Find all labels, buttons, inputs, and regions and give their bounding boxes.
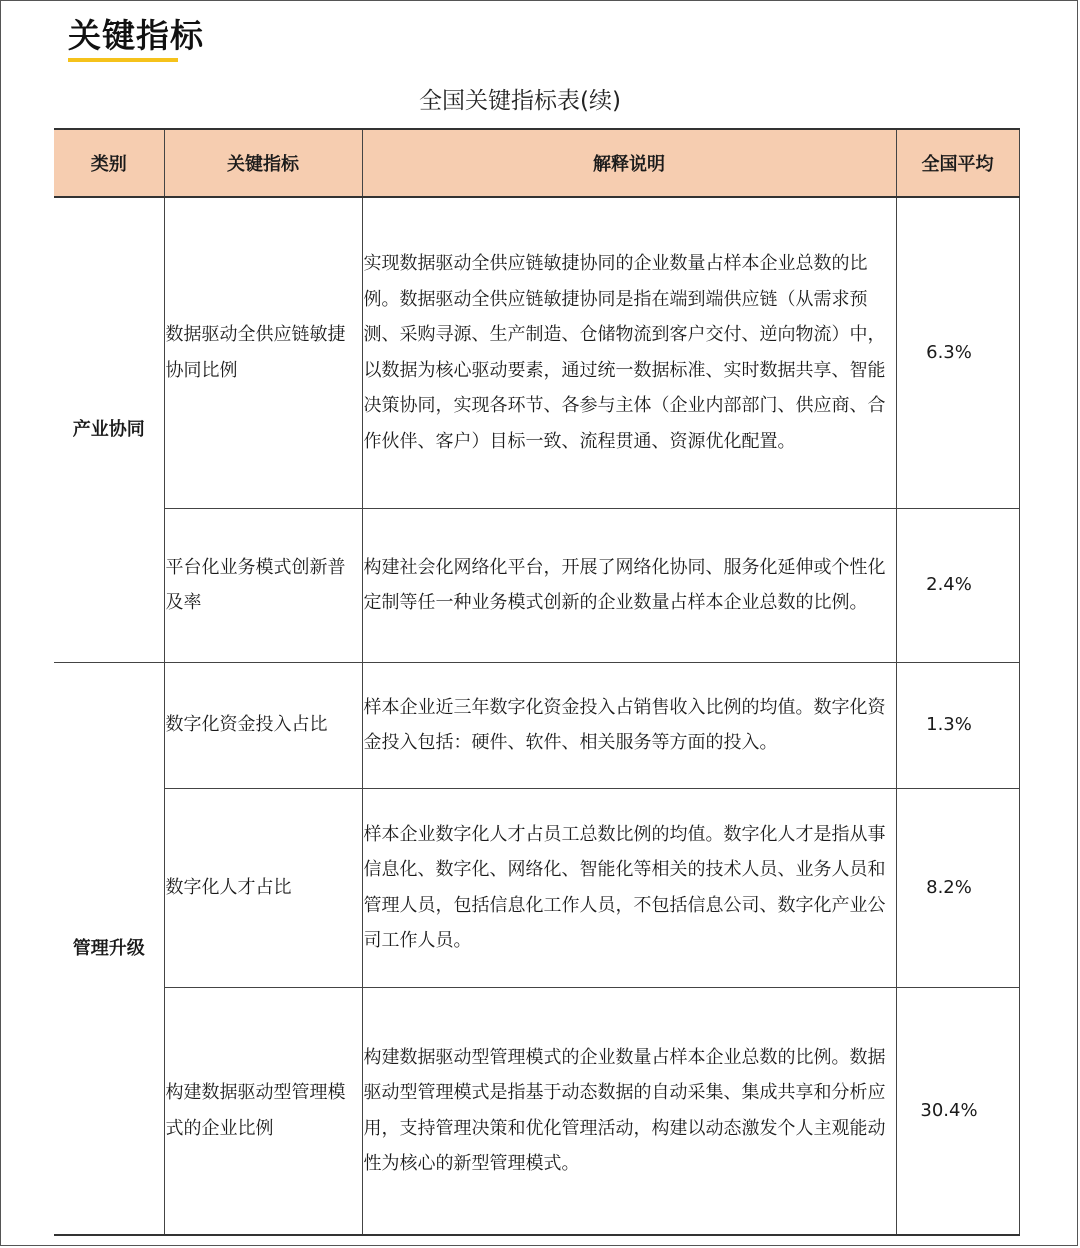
page-heading: 关键指标: [68, 16, 204, 55]
average-cell: 30.4%: [896, 987, 1019, 1235]
indicator-cell: 数据驱动全供应链敏捷协同比例: [164, 197, 362, 508]
average-cell: 6.3%: [896, 197, 1019, 508]
explanation-cell: 实现数据驱动全供应链敏捷协同的企业数量占样本企业总数的比例。数据驱动全供应链敏捷协同是指在端到端供应链（从需求预测、采购寻源、生产制造、仓储物流到客户交付、逆向物流）中，以数据为核心驱动要素，通过统一数据标准、实时数据共享、智能决策协同，实现各环节、各参与主体（企业内部部门、供应商、合作伙伴、客户）目标一致、流程贯通、资源优化配置。: [362, 197, 896, 508]
explanation-cell: 构建社会化网络化平台，开展了网络化协同、服务化延伸或个性化定制等任一种业务模式创新的企业数量占样本企业总数的比例。: [362, 508, 896, 662]
header-indicator: 关键指标: [164, 129, 362, 197]
kpi-table: [54, 128, 1020, 1236]
indicator-cell: 构建数据驱动型管理模式的企业比例: [164, 987, 362, 1235]
indicator-cell: 数字化人才占比: [164, 788, 362, 987]
table-row: [54, 197, 1019, 508]
average-cell: 1.3%: [896, 662, 1019, 788]
header-explanation: 解释说明: [362, 129, 896, 197]
header-average: 全国平均: [896, 129, 1019, 197]
average-cell: 8.2%: [896, 788, 1019, 987]
average-cell: 2.4%: [896, 508, 1019, 662]
explanation-cell: 构建数据驱动型管理模式的企业数量占样本企业总数的比例。数据驱动型管理模式是指基于动态数据的自动采集、集成共享和分析应用，支持管理决策和优化管理活动，构建以动态激发个人主观能动性为核心的新型管理模式。: [362, 987, 896, 1235]
table-row: [54, 788, 1019, 987]
category-cell: 产业协同: [54, 197, 164, 662]
category-cell: 管理升级: [54, 662, 164, 1235]
table-row: [54, 987, 1019, 1235]
indicator-cell: 平台化业务模式创新普及率: [164, 508, 362, 662]
explanation-cell: 样本企业近三年数字化资金投入占销售收入比例的均值。数字化资金投入包括：硬件、软件、相关服务等方面的投入。: [362, 662, 896, 788]
explanation-cell: 样本企业数字化人才占员工总数比例的均值。数字化人才是指从事信息化、数字化、网络化、智能化等相关的技术人员、业务人员和管理人员，包括信息化工作人员，不包括信息公司、数字化产业公司工作人员。: [362, 788, 896, 987]
table-row: [54, 508, 1019, 662]
header-category: 类别: [54, 129, 164, 197]
table-header-row: [54, 129, 1019, 197]
table-title: 全国关键指标表(续): [419, 88, 621, 114]
table-row: [54, 662, 1019, 788]
indicator-cell: 数字化资金投入占比: [164, 662, 362, 788]
heading-underline: [68, 58, 178, 62]
